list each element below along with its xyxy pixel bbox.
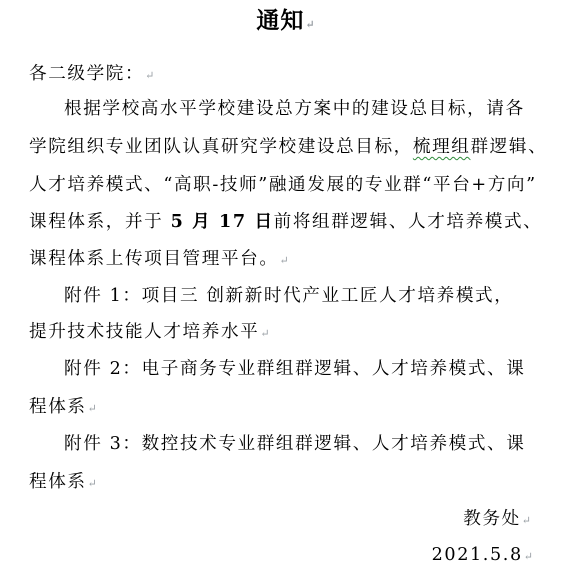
- body-line-4: 课程体系，并于 5 月 17 日前将组群逻辑、人才培养模式、: [29, 211, 543, 232]
- body-line-2: 学院组织专业团队认真研究学校建设总目标，梳理组群逻辑、: [29, 137, 548, 157]
- attachment-1-line-2: 提升技术技能人才培养水平↵: [29, 322, 270, 342]
- paragraph-mark-icon: ↵: [523, 550, 533, 563]
- body-line-1: 根据学校高水平学校建设总方案中的建设总目标，请各: [64, 99, 525, 119]
- salutation: 各二级学院：↵: [29, 64, 155, 84]
- paragraph-mark-icon: ↵: [305, 18, 315, 31]
- paragraph-mark-icon: ↵: [87, 402, 97, 415]
- document-title: 通知↵: [256, 7, 315, 34]
- body-line-5: 课程体系上传项目管理平台。↵: [29, 249, 289, 269]
- attachment-1-line-1: 附件 1：项目三 创新新时代产业工匠人才培养模式，: [64, 286, 514, 306]
- body-line-3: 人才培养模式、“高职-技师”融通发展的专业群“平台+方向”: [29, 175, 537, 195]
- deadline-date: 5 月 17 日: [170, 211, 274, 232]
- attachment-3-line-2: 程体系↵: [29, 472, 97, 492]
- paragraph-mark-icon: ↵: [87, 477, 97, 490]
- paragraph-mark-icon: ↵: [260, 327, 270, 340]
- issue-date: 2021.5.8↵: [431, 545, 533, 565]
- spellcheck-underline-text: 梳理组: [412, 137, 471, 157]
- paragraph-mark-icon: ↵: [279, 254, 289, 267]
- paragraph-mark-icon: ↵: [521, 514, 531, 527]
- paragraph-mark-icon: ↵: [145, 69, 155, 82]
- signer: 教务处↵: [463, 509, 531, 529]
- attachment-2-line-1: 附件 2：电子商务专业群组群逻辑、人才培养模式、课: [64, 359, 526, 379]
- attachment-2-line-2: 程体系↵: [29, 397, 97, 417]
- attachment-3-line-1: 附件 3：数控技术专业群组群逻辑、人才培养模式、课: [64, 434, 526, 454]
